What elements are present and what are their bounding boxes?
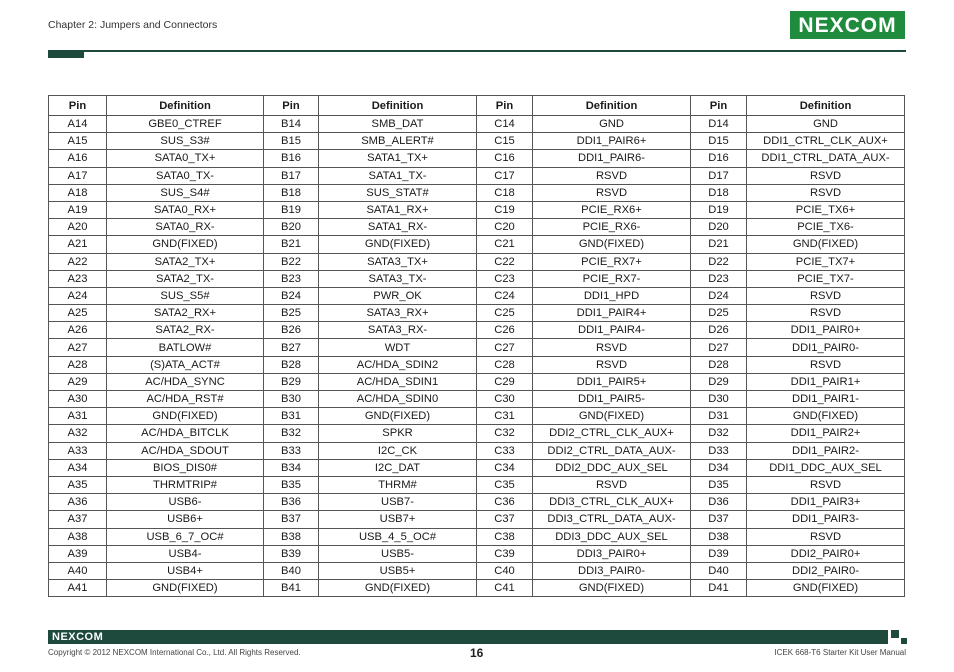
pin-cell: B16 xyxy=(264,150,319,167)
definition-cell: GND(FIXED) xyxy=(107,236,264,253)
definition-cell: SATA0_TX- xyxy=(107,167,264,184)
pin-cell: A40 xyxy=(49,562,107,579)
definition-cell: GBE0_CTREF xyxy=(107,116,264,133)
pin-cell: C36 xyxy=(477,494,533,511)
pin-cell: D21 xyxy=(691,236,747,253)
definition-cell: DDI1_PAIR1- xyxy=(747,391,905,408)
column-header: Pin xyxy=(264,96,319,116)
definition-cell: SMB_ALERT# xyxy=(319,133,477,150)
pin-cell: B37 xyxy=(264,511,319,528)
pin-cell: D20 xyxy=(691,219,747,236)
pin-cell: C31 xyxy=(477,408,533,425)
definition-cell: THRM# xyxy=(319,476,477,493)
pin-cell: D27 xyxy=(691,339,747,356)
definition-cell: DDI3_PAIR0- xyxy=(533,562,691,579)
pin-cell: C14 xyxy=(477,116,533,133)
table-row xyxy=(49,562,905,579)
pin-cell: C39 xyxy=(477,545,533,562)
definition-cell: SATA2_TX- xyxy=(107,270,264,287)
table-row xyxy=(49,150,905,167)
definition-cell: GND(FIXED) xyxy=(533,236,691,253)
pin-cell: B21 xyxy=(264,236,319,253)
definition-cell: DDI1_PAIR5- xyxy=(533,391,691,408)
pin-cell: C34 xyxy=(477,459,533,476)
definition-cell: DDI1_PAIR6+ xyxy=(533,133,691,150)
pin-cell: B29 xyxy=(264,373,319,390)
definition-cell: SATA3_TX- xyxy=(319,270,477,287)
definition-cell: SATA1_RX+ xyxy=(319,201,477,218)
pin-cell: C32 xyxy=(477,425,533,442)
definition-cell: SATA3_RX- xyxy=(319,322,477,339)
header-accent-block xyxy=(48,50,84,58)
pin-cell: B39 xyxy=(264,545,319,562)
pin-cell: A18 xyxy=(49,184,107,201)
pin-cell: C17 xyxy=(477,167,533,184)
footer-bar xyxy=(48,630,888,644)
pin-cell: D24 xyxy=(691,287,747,304)
definition-cell: RSVD xyxy=(747,476,905,493)
definition-cell: GND(FIXED) xyxy=(747,236,905,253)
pin-cell: C15 xyxy=(477,133,533,150)
pin-cell: B14 xyxy=(264,116,319,133)
column-header: Definition xyxy=(533,96,691,116)
pin-cell: D28 xyxy=(691,356,747,373)
definition-cell: RSVD xyxy=(533,476,691,493)
definition-cell: GND(FIXED) xyxy=(107,580,264,597)
pin-cell: A24 xyxy=(49,287,107,304)
definition-cell: DDI1_PAIR1+ xyxy=(747,373,905,390)
definition-cell: USB5- xyxy=(319,545,477,562)
pin-cell: A33 xyxy=(49,442,107,459)
pin-cell: D34 xyxy=(691,459,747,476)
pin-cell: A19 xyxy=(49,201,107,218)
pin-cell: A30 xyxy=(49,391,107,408)
pin-cell: A22 xyxy=(49,253,107,270)
footer-logo: NEXCOM xyxy=(52,631,104,643)
copyright-text: Copyright © 2012 NEXCOM International Co., Ltd. All Rights Reserved. xyxy=(48,648,301,657)
pin-cell: D37 xyxy=(691,511,747,528)
logo-text: NEXCOM xyxy=(798,13,897,37)
definition-cell: RSVD xyxy=(533,356,691,373)
pin-cell: A31 xyxy=(49,408,107,425)
table-row xyxy=(49,219,905,236)
table-row xyxy=(49,339,905,356)
definition-cell: PCIE_TX7+ xyxy=(747,253,905,270)
definition-cell: RSVD xyxy=(533,184,691,201)
definition-cell: SATA3_RX+ xyxy=(319,305,477,322)
table-row xyxy=(49,494,905,511)
definition-cell: (S)ATA_ACT# xyxy=(107,356,264,373)
table-row xyxy=(49,253,905,270)
nexcom-logo xyxy=(790,11,905,39)
pin-cell: C28 xyxy=(477,356,533,373)
pin-cell: B30 xyxy=(264,391,319,408)
pin-cell: C40 xyxy=(477,562,533,579)
definition-cell: DDI1_PAIR4- xyxy=(533,322,691,339)
definition-cell: BATLOW# xyxy=(107,339,264,356)
pin-cell: B23 xyxy=(264,270,319,287)
table-row xyxy=(49,373,905,390)
definition-cell: DDI1_PAIR4+ xyxy=(533,305,691,322)
pin-cell: B34 xyxy=(264,459,319,476)
definition-cell: DDI1_PAIR2- xyxy=(747,442,905,459)
definition-cell: DDI1_DDC_AUX_SEL xyxy=(747,459,905,476)
pin-cell: A16 xyxy=(49,150,107,167)
pin-cell: A34 xyxy=(49,459,107,476)
definition-cell: RSVD xyxy=(747,184,905,201)
pin-cell: D26 xyxy=(691,322,747,339)
pin-cell: C19 xyxy=(477,201,533,218)
pin-cell: B41 xyxy=(264,580,319,597)
definition-cell: PCIE_TX7- xyxy=(747,270,905,287)
definition-cell: RSVD xyxy=(747,287,905,304)
definition-cell: I2C_CK xyxy=(319,442,477,459)
pin-cell: D35 xyxy=(691,476,747,493)
column-header: Pin xyxy=(691,96,747,116)
pin-cell: B33 xyxy=(264,442,319,459)
definition-cell: USB7- xyxy=(319,494,477,511)
pin-cell: D16 xyxy=(691,150,747,167)
definition-cell: USB6- xyxy=(107,494,264,511)
definition-cell: SMB_DAT xyxy=(319,116,477,133)
pin-cell: B31 xyxy=(264,408,319,425)
pin-cell: B20 xyxy=(264,219,319,236)
definition-cell: DDI1_CTRL_DATA_AUX- xyxy=(747,150,905,167)
pin-cell: C22 xyxy=(477,253,533,270)
definition-cell: RSVD xyxy=(747,356,905,373)
table-header-row xyxy=(49,96,905,116)
definition-cell: DDI2_DDC_AUX_SEL xyxy=(533,459,691,476)
pin-cell: D32 xyxy=(691,425,747,442)
definition-cell: SATA0_RX- xyxy=(107,219,264,236)
page-number: 16 xyxy=(470,646,484,660)
definition-cell: AC/HDA_SYNC xyxy=(107,373,264,390)
pin-cell: D33 xyxy=(691,442,747,459)
definition-cell: GND(FIXED) xyxy=(533,408,691,425)
pin-cell: A21 xyxy=(49,236,107,253)
definition-cell: AC/HDA_SDIN0 xyxy=(319,391,477,408)
definition-cell: I2C_DAT xyxy=(319,459,477,476)
pin-cell: A35 xyxy=(49,476,107,493)
pin-cell: A27 xyxy=(49,339,107,356)
definition-cell: SATA2_TX+ xyxy=(107,253,264,270)
chapter-title: Chapter 2: Jumpers and Connectors xyxy=(48,19,218,31)
pin-cell: D41 xyxy=(691,580,747,597)
definition-cell: SPKR xyxy=(319,425,477,442)
definition-cell: DDI1_CTRL_CLK_AUX+ xyxy=(747,133,905,150)
table-row xyxy=(49,184,905,201)
pin-cell: B17 xyxy=(264,167,319,184)
definition-cell: RSVD xyxy=(747,305,905,322)
definition-cell: DDI1_PAIR5+ xyxy=(533,373,691,390)
table-row xyxy=(49,580,905,597)
definition-cell: DDI2_CTRL_CLK_AUX+ xyxy=(533,425,691,442)
definition-cell: SATA2_RX+ xyxy=(107,305,264,322)
pin-cell: A14 xyxy=(49,116,107,133)
pin-cell: D14 xyxy=(691,116,747,133)
definition-cell: SATA2_RX- xyxy=(107,322,264,339)
pin-cell: B22 xyxy=(264,253,319,270)
table-row xyxy=(49,305,905,322)
definition-cell: DDI2_CTRL_DATA_AUX- xyxy=(533,442,691,459)
pin-cell: A15 xyxy=(49,133,107,150)
table-row xyxy=(49,528,905,545)
pin-cell: B18 xyxy=(264,184,319,201)
definition-cell: AC/HDA_BITCLK xyxy=(107,425,264,442)
definition-cell: GND(FIXED) xyxy=(747,580,905,597)
pin-cell: A38 xyxy=(49,528,107,545)
definition-cell: USB7+ xyxy=(319,511,477,528)
pin-cell: C30 xyxy=(477,391,533,408)
column-header: Definition xyxy=(319,96,477,116)
definition-cell: SATA1_TX- xyxy=(319,167,477,184)
table-row xyxy=(49,408,905,425)
pin-cell: C25 xyxy=(477,305,533,322)
footer-square-small-icon xyxy=(901,638,907,644)
definition-cell: DDI1_PAIR2+ xyxy=(747,425,905,442)
pin-cell: D30 xyxy=(691,391,747,408)
definition-cell: SATA1_TX+ xyxy=(319,150,477,167)
definition-cell: GND xyxy=(747,116,905,133)
definition-cell: SUS_S3# xyxy=(107,133,264,150)
column-header: Pin xyxy=(49,96,107,116)
definition-cell: USB5+ xyxy=(319,562,477,579)
pin-cell: B40 xyxy=(264,562,319,579)
definition-cell: DDI3_CTRL_DATA_AUX- xyxy=(533,511,691,528)
definition-cell: SATA0_TX+ xyxy=(107,150,264,167)
pin-cell: D29 xyxy=(691,373,747,390)
definition-cell: GND(FIXED) xyxy=(319,236,477,253)
definition-cell: PCIE_TX6- xyxy=(747,219,905,236)
pin-cell: C18 xyxy=(477,184,533,201)
definition-cell: DDI1_PAIR3+ xyxy=(747,494,905,511)
pin-cell: A20 xyxy=(49,219,107,236)
pin-cell: C35 xyxy=(477,476,533,493)
pin-cell: B15 xyxy=(264,133,319,150)
pin-cell: D31 xyxy=(691,408,747,425)
table-row xyxy=(49,270,905,287)
definition-cell: PCIE_RX6+ xyxy=(533,201,691,218)
column-header: Definition xyxy=(747,96,905,116)
pin-cell: C24 xyxy=(477,287,533,304)
pin-cell: A28 xyxy=(49,356,107,373)
definition-cell: DDI3_PAIR0+ xyxy=(533,545,691,562)
definition-cell: USB4+ xyxy=(107,562,264,579)
table-row xyxy=(49,287,905,304)
definition-cell: SATA0_RX+ xyxy=(107,201,264,218)
definition-cell: RSVD xyxy=(747,167,905,184)
definition-cell: PCIE_RX7- xyxy=(533,270,691,287)
definition-cell: SUS_STAT# xyxy=(319,184,477,201)
definition-cell: GND(FIXED) xyxy=(319,408,477,425)
definition-cell: WDT xyxy=(319,339,477,356)
definition-cell: DDI1_HPD xyxy=(533,287,691,304)
pin-cell: C41 xyxy=(477,580,533,597)
pin-cell: D17 xyxy=(691,167,747,184)
table-row xyxy=(49,236,905,253)
definition-cell: DDI1_PAIR3- xyxy=(747,511,905,528)
pin-cell: A37 xyxy=(49,511,107,528)
table-row xyxy=(49,391,905,408)
table-row xyxy=(49,167,905,184)
definition-cell: SUS_S4# xyxy=(107,184,264,201)
manual-title: ICEK 668-T6 Starter Kit User Manual xyxy=(774,648,906,657)
definition-cell: AC/HDA_SDIN1 xyxy=(319,373,477,390)
pin-cell: B24 xyxy=(264,287,319,304)
pin-cell: C20 xyxy=(477,219,533,236)
pin-cell: B32 xyxy=(264,425,319,442)
pin-cell: D15 xyxy=(691,133,747,150)
definition-cell: DDI3_CTRL_CLK_AUX+ xyxy=(533,494,691,511)
table-row xyxy=(49,442,905,459)
pin-cell: C16 xyxy=(477,150,533,167)
pin-cell: D38 xyxy=(691,528,747,545)
table-row xyxy=(49,356,905,373)
definition-cell: DDI1_PAIR0+ xyxy=(747,322,905,339)
table-row xyxy=(49,322,905,339)
definition-cell: USB4- xyxy=(107,545,264,562)
pin-cell: D40 xyxy=(691,562,747,579)
pin-cell: D18 xyxy=(691,184,747,201)
table-row xyxy=(49,201,905,218)
definition-cell: PWR_OK xyxy=(319,287,477,304)
definition-cell: DDI1_PAIR0- xyxy=(747,339,905,356)
footer-square-icon xyxy=(891,630,899,638)
pin-cell: C23 xyxy=(477,270,533,287)
definition-cell: AC/HDA_RST# xyxy=(107,391,264,408)
table-row xyxy=(49,459,905,476)
pin-cell: A39 xyxy=(49,545,107,562)
definition-cell: GND xyxy=(533,116,691,133)
definition-cell: BIOS_DIS0# xyxy=(107,459,264,476)
definition-cell: RSVD xyxy=(533,167,691,184)
pin-cell: C38 xyxy=(477,528,533,545)
definition-cell: RSVD xyxy=(747,528,905,545)
pin-cell: D25 xyxy=(691,305,747,322)
header-rule xyxy=(48,50,906,52)
pin-cell: D39 xyxy=(691,545,747,562)
pin-cell: A29 xyxy=(49,373,107,390)
definition-cell: AC/HDA_SDOUT xyxy=(107,442,264,459)
pin-cell: A17 xyxy=(49,167,107,184)
definition-cell: SATA1_RX- xyxy=(319,219,477,236)
pin-cell: D36 xyxy=(691,494,747,511)
pin-cell: B35 xyxy=(264,476,319,493)
pin-cell: C26 xyxy=(477,322,533,339)
table-body xyxy=(49,116,905,597)
pin-cell: B19 xyxy=(264,201,319,218)
definition-cell: PCIE_RX7+ xyxy=(533,253,691,270)
pin-cell: B27 xyxy=(264,339,319,356)
pin-cell: D19 xyxy=(691,201,747,218)
pin-cell: B26 xyxy=(264,322,319,339)
pin-cell: C33 xyxy=(477,442,533,459)
pin-cell: C37 xyxy=(477,511,533,528)
pin-cell: B28 xyxy=(264,356,319,373)
definition-cell: GND(FIXED) xyxy=(107,408,264,425)
definition-cell: THRMTRIP# xyxy=(107,476,264,493)
definition-cell: PCIE_TX6+ xyxy=(747,201,905,218)
definition-cell: USB_6_7_OC# xyxy=(107,528,264,545)
pin-cell: C27 xyxy=(477,339,533,356)
table-row xyxy=(49,476,905,493)
definition-cell: DDI3_DDC_AUX_SEL xyxy=(533,528,691,545)
definition-cell: DDI1_PAIR6- xyxy=(533,150,691,167)
definition-cell: PCIE_RX6- xyxy=(533,219,691,236)
column-header: Pin xyxy=(477,96,533,116)
table-row xyxy=(49,425,905,442)
pin-cell: D23 xyxy=(691,270,747,287)
pin-cell: C21 xyxy=(477,236,533,253)
pin-cell: C29 xyxy=(477,373,533,390)
pin-cell: D22 xyxy=(691,253,747,270)
definition-cell: USB_4_5_OC# xyxy=(319,528,477,545)
pin-cell: A32 xyxy=(49,425,107,442)
table-row xyxy=(49,511,905,528)
pin-cell: A26 xyxy=(49,322,107,339)
definition-cell: SUS_S5# xyxy=(107,287,264,304)
table-row xyxy=(49,116,905,133)
table-row xyxy=(49,133,905,150)
pin-cell: A25 xyxy=(49,305,107,322)
definition-cell: GND(FIXED) xyxy=(533,580,691,597)
pin-cell: B25 xyxy=(264,305,319,322)
pin-cell: A23 xyxy=(49,270,107,287)
definition-cell: SATA3_TX+ xyxy=(319,253,477,270)
definition-cell: DDI2_PAIR0+ xyxy=(747,545,905,562)
definition-cell: GND(FIXED) xyxy=(747,408,905,425)
definition-cell: AC/HDA_SDIN2 xyxy=(319,356,477,373)
pin-definition-table xyxy=(48,95,905,597)
pin-cell: A41 xyxy=(49,580,107,597)
pin-cell: A36 xyxy=(49,494,107,511)
pin-cell: B38 xyxy=(264,528,319,545)
definition-cell: GND(FIXED) xyxy=(319,580,477,597)
definition-cell: RSVD xyxy=(533,339,691,356)
definition-cell: USB6+ xyxy=(107,511,264,528)
definition-cell: DDI2_PAIR0- xyxy=(747,562,905,579)
table-row xyxy=(49,545,905,562)
pin-cell: B36 xyxy=(264,494,319,511)
column-header: Definition xyxy=(107,96,264,116)
